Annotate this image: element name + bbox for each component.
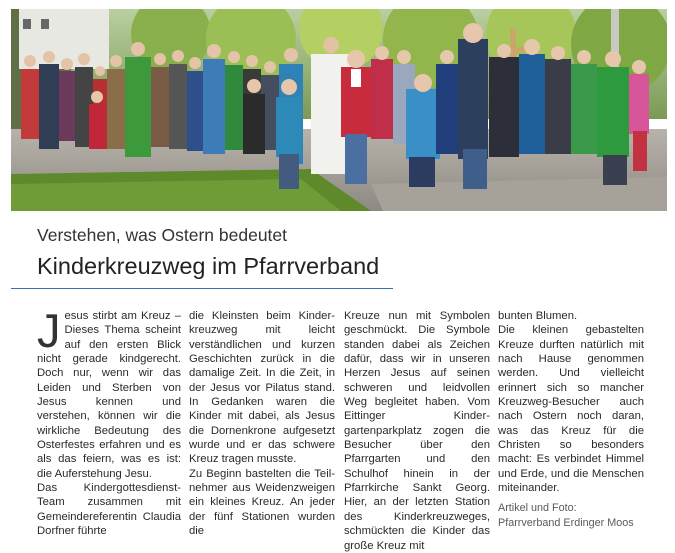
headline-divider <box>11 288 393 289</box>
paragraph-closing: Die kleinen gebastelten Kreuze durften natürlich mit nach Hause genommen werden. Und vielleicht erinnert sich so mancher Kreuzweg-Besucher auch nach Ostern noch daran, was das Kreuz für die Christen so besonders macht: Es verbindet Himmel und Erde, und die Menschen miteinander. <box>498 324 644 495</box>
paragraph-stories: die Kleinsten beim Kinderkreuzweg mit leicht verständlichen und kurzen Geschichten zurück in die damalige Zeit. In die Zeit, in der Jesus vor Pilatus stand. In Gedanken waren die Kinder mit dabei, als Jesus die Dornenkrone aufgesetzt wurde und er das schwere Kreuz tragen musste. <box>189 310 335 466</box>
paragraph-intro: esus stirbt am Kreuz – Dieses Thema scheint auf den ersten Blick nicht gerade kindgerecht. Doch nur, wenn wir das Leiden und Sterben von Jesus kennen und verstehen, können wir die wirkliche Bedeutung des Osterfestes erfahren und es als das feiern, was es ist: die Auferstehung Jesu. <box>37 310 181 480</box>
article-column-3 <box>344 309 490 553</box>
photo-credit <box>498 501 644 530</box>
drop-cap: J <box>37 304 61 357</box>
credit-author: Pfarrverband Erdinger Moos <box>498 516 634 529</box>
article-column-4 <box>498 309 644 530</box>
paragraph-flowers: bunten Blumen. <box>498 310 578 322</box>
paragraph-team: Das Kindergottesdienst-Team zusammen mit Gemeindereferentin Claudia Dorfner führte <box>37 482 181 538</box>
paragraph-crafts: Zu Beginn bastelten die Teilnehmer aus Weidenzweigen ein kleines Kreuz. An jeder der fünf Stationen wurden die <box>189 467 335 538</box>
article-column-1 <box>37 304 181 539</box>
credit-label: Artikel und Foto: <box>498 502 577 515</box>
article-kicker: Verstehen, was Ostern bedeutet <box>37 225 288 245</box>
article-headline: Kinderkreuzweg im Pfarrverband <box>37 253 380 279</box>
paragraph-symbols: Kreuze nun mit Symbolen geschmückt. Die Symbole standen dabei als Zeichen dafür, dass wir in unseren Herzen Jesus auf seinen schweren und leidvollen Weg begleitet haben. Vom Eittinger Kindergartenparkplatz zogen die Besucher über den Pfarrgarten und den Schulhof hinein in der Pfarrkirche Sankt Georg. Hier, an der letzten Station des Kinderkreuzweges, schmückten die Kinder das große Kreuz mit <box>344 310 490 552</box>
article-photo <box>11 9 667 211</box>
article-column-2 <box>189 309 335 539</box>
